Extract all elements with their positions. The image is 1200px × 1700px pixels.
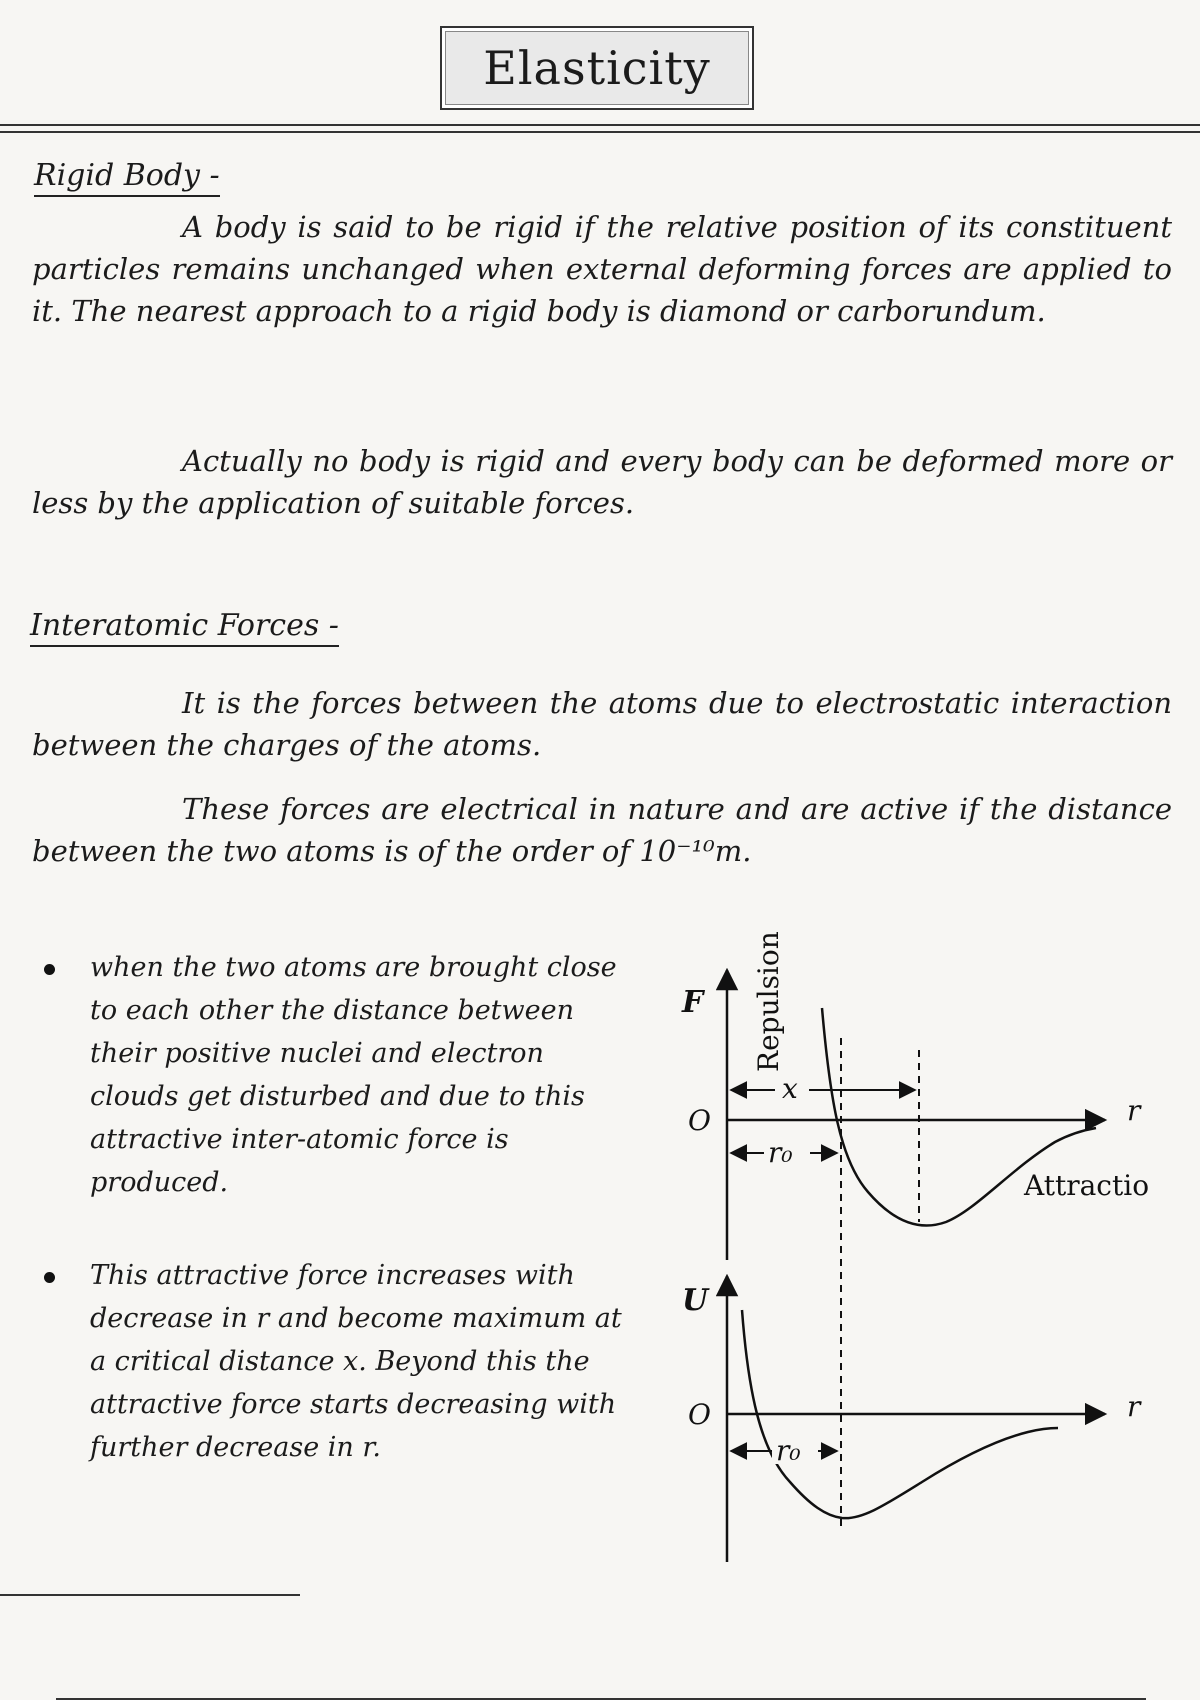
title-divider-bottom [0,131,1200,133]
paragraph-electrical-nature: These forces are electrical in nature and are active if the distance between the two atoms is of the order of 10⁻¹⁰m. [32,792,1172,868]
paragraph-rigid-body-definition: A body is said to be rigid if the relative position of its constituent particles remains unchanged when external deforming forces are applied to it. The nearest approach to a rigid body is diamond or carborundum. [32,210,1172,328]
heading-interatomic-forces: Interatomic Forces - [30,608,339,647]
force-graph [681,931,1149,1530]
potential-r0-label: r₀ [776,1434,801,1467]
potential-graph [682,1276,1142,1562]
bullet-item-attraction: when the two atoms are brought close to each other the distance between their positive nuclei and electron clouds get disturbed and due to this attractive inter-atomic force is produced. [40,946,630,1204]
paragraph-no-rigid-body: Actually no body is rigid and every body can be deformed more or less by the application of suitable forces. [32,444,1172,520]
force-y-label: F [682,985,704,1020]
potential-y-label: U [682,1283,709,1318]
attraction-label: Attractio [1024,1169,1150,1202]
bullet-item-critical-distance: This attractive force increases with decrease in r and become maximum at a critical distance x. Beyond this the attractive force starts decreasing with further decrease in r. [40,1254,630,1469]
potential-origin-label: O [688,1398,711,1431]
interatomic-force-figure [660,920,1180,1570]
force-r0-label: r₀ [768,1136,793,1169]
footer-rule-short [0,1594,300,1596]
heading-rigid-body: Rigid Body - [34,158,220,197]
title-divider-top [0,124,1200,126]
repulsion-label: Repulsion [752,931,785,1072]
bullet-list [40,946,630,1469]
force-origin-label: O [688,1104,711,1137]
x-marker-label: x [782,1072,798,1105]
page-title: Elasticity [440,26,754,110]
potential-x-label: r [1127,1390,1141,1423]
paragraph-interatomic-definition: It is the forces between the atoms due to electrostatic interaction between the charges of the atoms. [32,686,1172,762]
force-x-label: r [1127,1094,1141,1127]
